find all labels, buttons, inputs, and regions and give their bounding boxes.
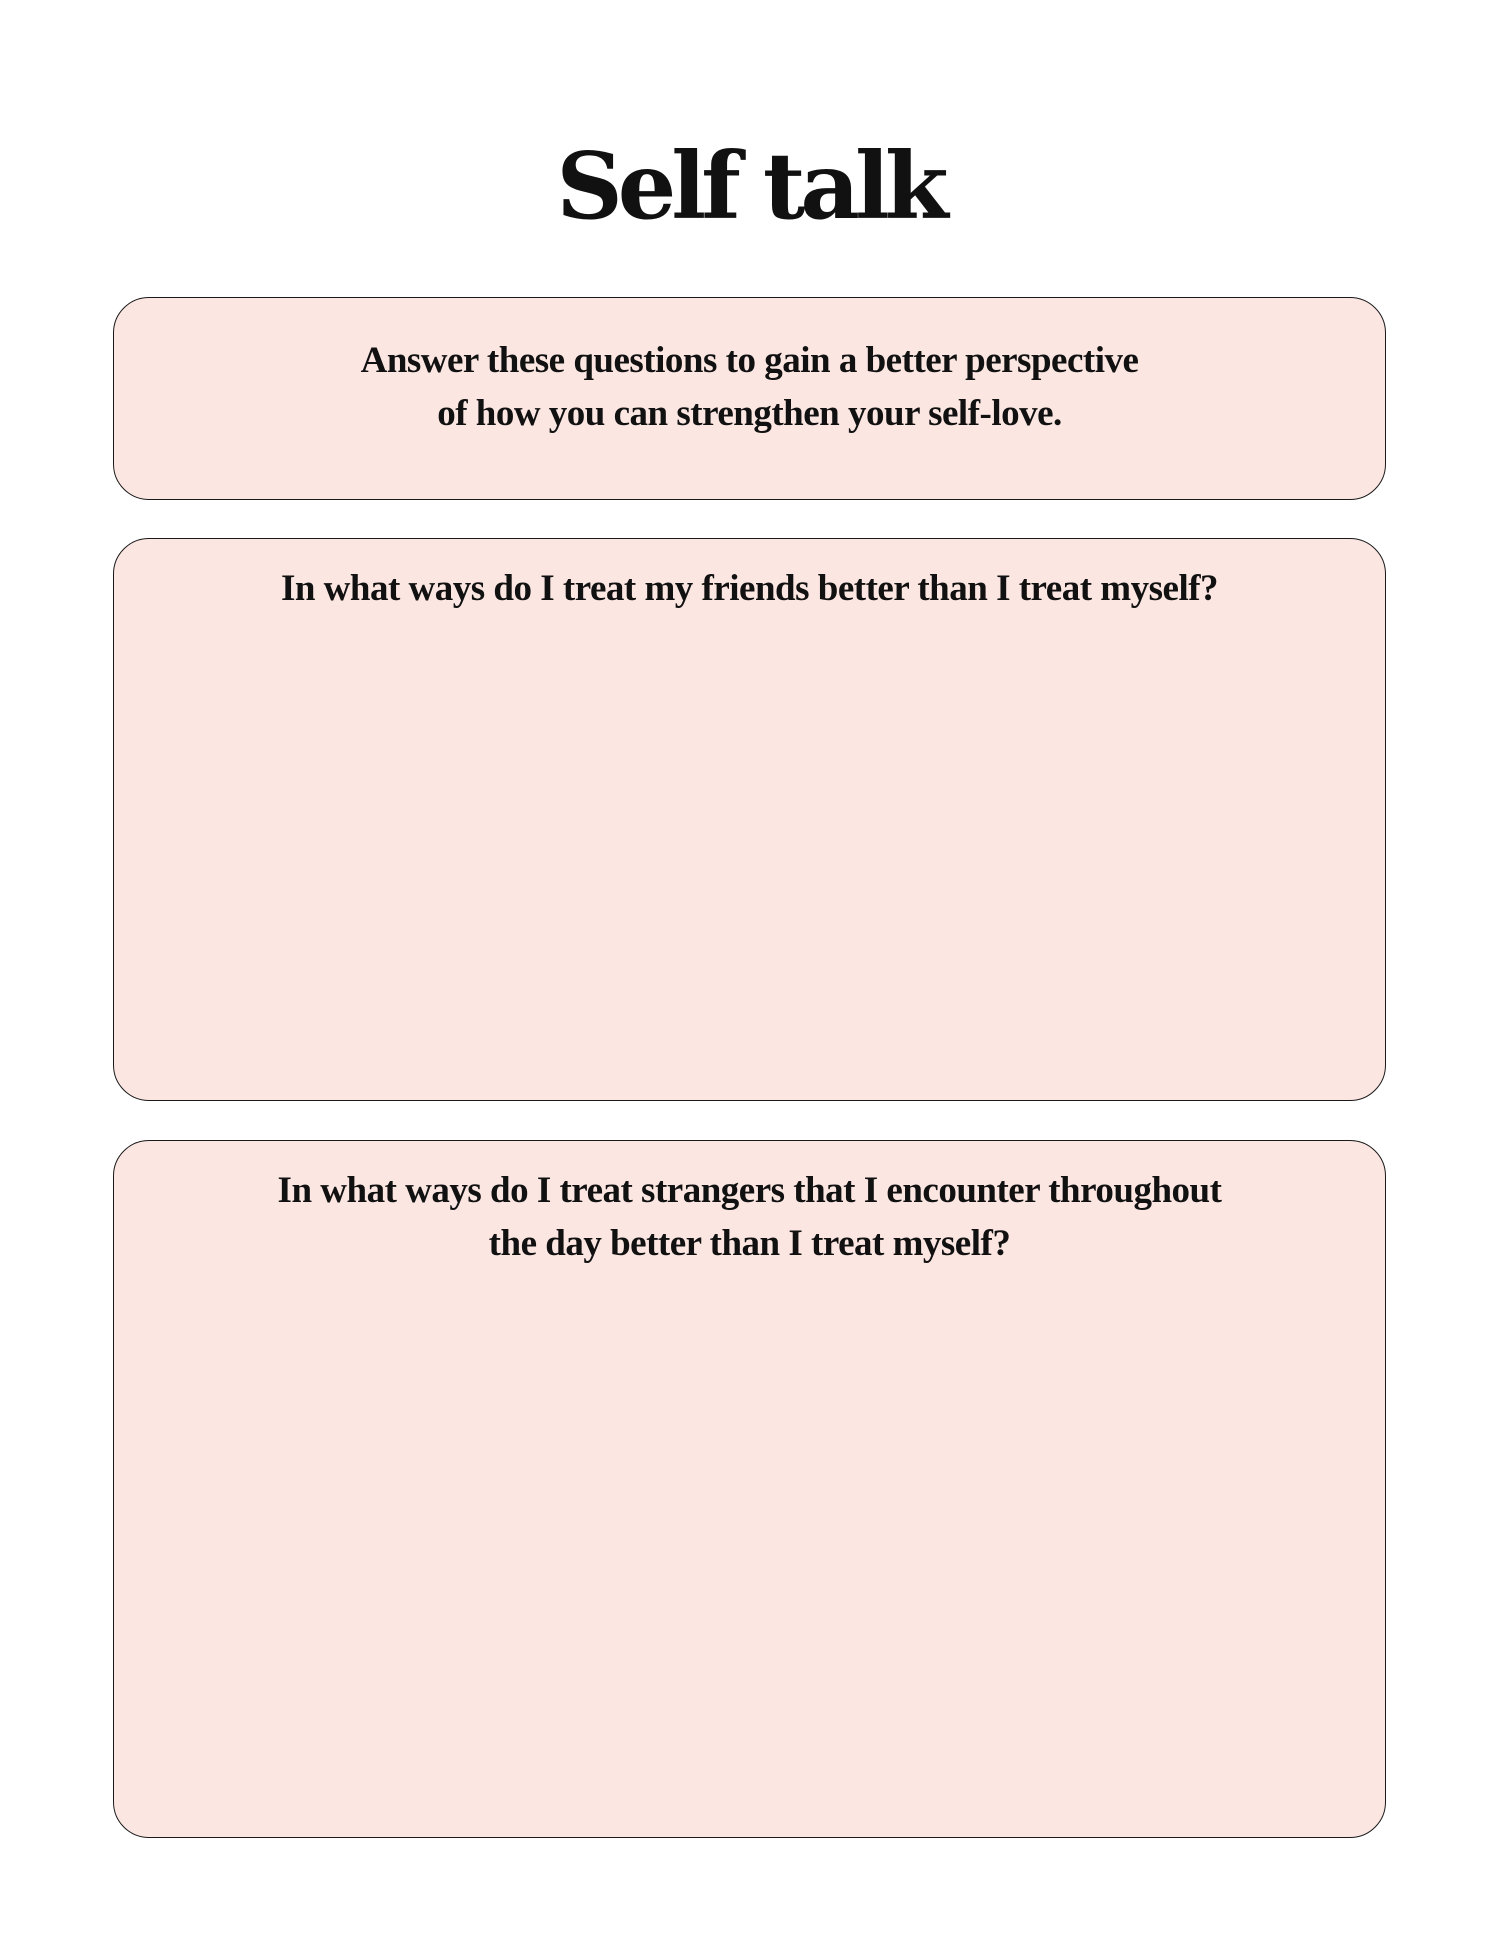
question-box-friends[interactable] xyxy=(113,538,1386,1101)
question-box-strangers[interactable] xyxy=(113,1140,1386,1838)
question-text-friends: In what ways do I treat my friends better than I treat myself? xyxy=(280,568,1219,609)
page-title: Self talk xyxy=(556,132,944,240)
question-text-strangers: In what ways do I treat strangers that I encounter throughout the day better than I treat myself? xyxy=(277,1170,1222,1264)
intro-box xyxy=(113,297,1386,500)
intro-text: Answer these questions to gain a better perspective of how you can strengthen your self-love. xyxy=(360,340,1139,434)
